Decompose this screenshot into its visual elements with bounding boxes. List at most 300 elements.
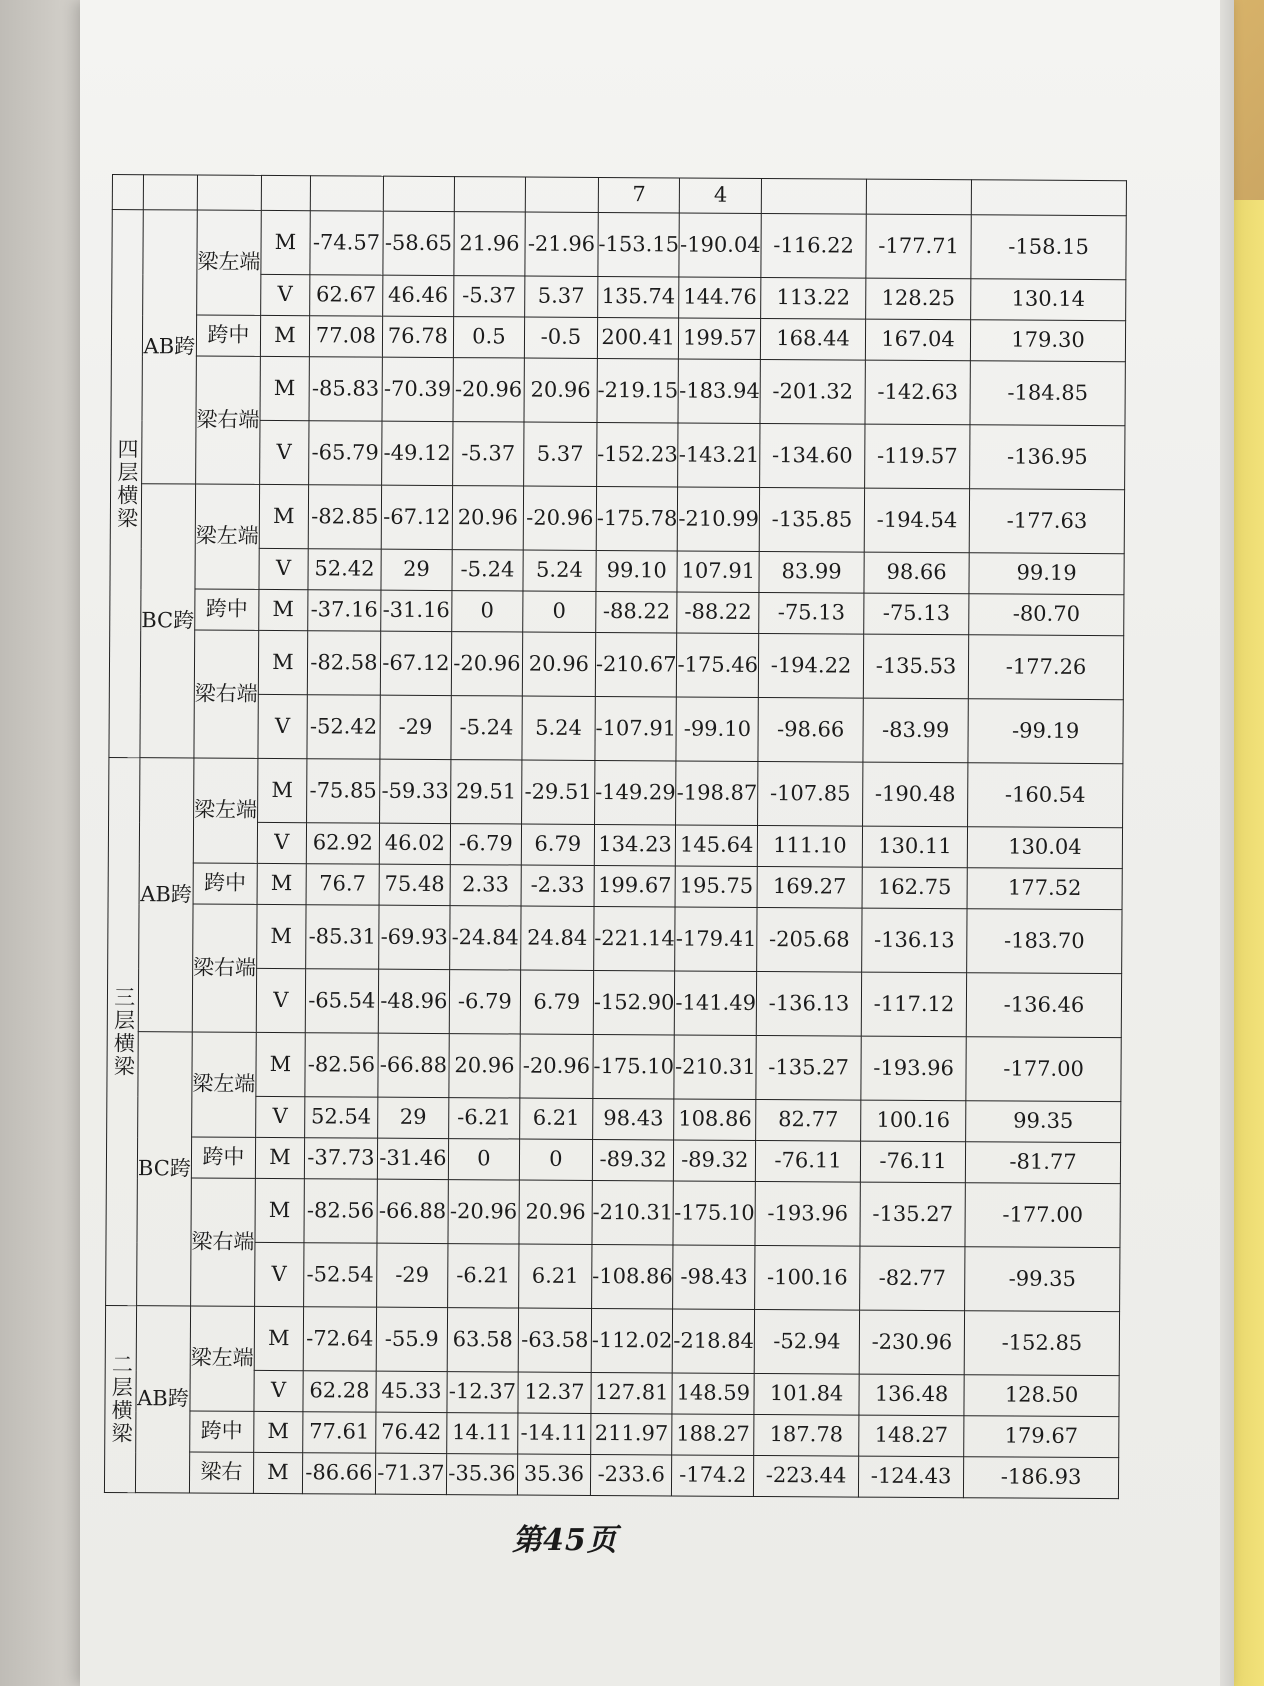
- value-cell: -29.51: [521, 760, 594, 824]
- value-cell: 98.66: [864, 552, 969, 594]
- value-cell: 6.21: [520, 1098, 593, 1139]
- value-cell: 63.58: [447, 1308, 518, 1372]
- value-cell: -135.27: [756, 1035, 861, 1100]
- table-row: [111, 315, 1125, 362]
- value-cell: 6.21: [518, 1244, 591, 1308]
- table-row: [105, 1410, 1119, 1457]
- value-cell: 77.08: [309, 316, 382, 357]
- table-row: [106, 1136, 1120, 1183]
- header-cell: [761, 178, 866, 214]
- storey-label: 二层横梁: [104, 1305, 136, 1492]
- value-cell: 145.64: [676, 825, 758, 866]
- position-label: 跨中: [191, 1137, 255, 1178]
- value-cell: -112.02: [591, 1308, 673, 1372]
- value-cell: -193.96: [861, 1036, 966, 1101]
- value-cell: 128.50: [964, 1375, 1119, 1417]
- header-cell: [143, 175, 197, 210]
- value-cell: -88.22: [677, 592, 759, 633]
- position-label: 梁右端: [194, 630, 259, 758]
- position-label: 跨中: [196, 315, 260, 356]
- value-cell: -59.33: [379, 759, 450, 823]
- value-cell: -117.12: [861, 972, 966, 1037]
- value-cell: -20.96: [451, 632, 522, 696]
- value-cell: -177.63: [969, 489, 1124, 554]
- value-cell: 62.67: [310, 275, 383, 316]
- value-cell: -85.31: [306, 905, 379, 969]
- value-cell: 0.5: [453, 317, 524, 358]
- force-type: M: [255, 1178, 304, 1242]
- value-cell: -177.00: [965, 1183, 1120, 1248]
- value-cell: -108.86: [591, 1244, 673, 1308]
- position-label: 梁左端: [197, 210, 262, 315]
- header-cell: 7: [598, 177, 680, 212]
- value-cell: 29.51: [450, 760, 521, 824]
- table-row: [107, 1095, 1121, 1142]
- value-cell: -63.58: [518, 1308, 591, 1372]
- force-type: M: [256, 1032, 305, 1096]
- value-cell: 77.61: [303, 1412, 376, 1453]
- value-cell: 162.75: [862, 867, 967, 909]
- value-cell: 20.96: [449, 1034, 520, 1098]
- value-cell: 128.25: [866, 278, 971, 320]
- force-type: V: [256, 1096, 305, 1137]
- position-label: 梁右端: [195, 356, 260, 484]
- value-cell: -201.32: [760, 359, 865, 424]
- value-cell: -49.12: [381, 421, 452, 485]
- span-label: AB跨: [142, 210, 198, 484]
- value-cell: -89.32: [674, 1140, 756, 1181]
- table-row: [105, 1369, 1119, 1416]
- value-cell: 99.19: [969, 553, 1124, 595]
- value-cell: 195.75: [676, 866, 758, 907]
- value-cell: 75.48: [379, 864, 450, 905]
- value-cell: -74.57: [310, 211, 383, 275]
- value-cell: -99.10: [676, 697, 758, 761]
- value-cell: -135.53: [863, 634, 968, 699]
- value-cell: 20.96: [524, 358, 597, 422]
- value-cell: -5.37: [452, 422, 523, 486]
- value-cell: -175.10: [593, 1034, 675, 1098]
- value-cell: -134.60: [760, 423, 865, 488]
- value-cell: -86.66: [302, 1453, 375, 1494]
- force-type: M: [259, 589, 308, 630]
- value-cell: 83.99: [759, 551, 864, 593]
- position-label: 跨中: [195, 589, 259, 630]
- table-row: [106, 1241, 1120, 1311]
- value-cell: -29: [380, 695, 451, 759]
- value-cell: -58.65: [383, 211, 454, 275]
- value-cell: -135.27: [860, 1182, 965, 1247]
- table-row: [108, 862, 1122, 909]
- force-type: M: [260, 315, 309, 356]
- value-cell: -88.22: [596, 591, 678, 632]
- force-type: M: [255, 1137, 304, 1178]
- value-cell: -210.31: [592, 1180, 674, 1244]
- table-row: [110, 547, 1124, 594]
- value-cell: -82.56: [304, 1179, 377, 1243]
- value-cell: -136.13: [756, 971, 861, 1036]
- value-cell: -135.85: [759, 487, 864, 552]
- table-row: [109, 757, 1123, 827]
- force-type: M: [260, 356, 309, 420]
- value-cell: 148.27: [859, 1415, 964, 1457]
- value-cell: -82.77: [860, 1246, 965, 1311]
- value-cell: -0.5: [524, 317, 597, 358]
- value-cell: -141.49: [675, 971, 757, 1035]
- value-cell: 5.37: [523, 422, 596, 486]
- value-cell: -136.13: [862, 908, 967, 973]
- value-cell: -107.91: [595, 696, 677, 760]
- value-cell: -80.70: [969, 594, 1124, 636]
- value-cell: -76.11: [755, 1140, 860, 1182]
- value-cell: -66.88: [378, 1033, 449, 1097]
- span-label: AB跨: [138, 758, 194, 1032]
- value-cell: -107.85: [758, 761, 863, 826]
- value-cell: 169.27: [757, 866, 862, 908]
- value-cell: -20.96: [523, 486, 596, 550]
- value-cell: -152.23: [596, 422, 678, 486]
- value-cell: 134.23: [594, 824, 676, 865]
- value-cell: -6.79: [449, 970, 520, 1034]
- value-cell: -119.57: [865, 424, 970, 489]
- storey-label: 四层横梁: [109, 210, 143, 758]
- value-cell: -177.71: [866, 214, 971, 279]
- value-cell: -152.85: [964, 1311, 1119, 1376]
- value-cell: 62.92: [306, 823, 379, 864]
- position-label: 梁右: [189, 1452, 253, 1493]
- value-cell: -153.15: [598, 212, 680, 276]
- value-cell: 20.96: [522, 632, 595, 696]
- value-cell: -6.21: [449, 1098, 520, 1139]
- value-cell: 108.86: [674, 1099, 756, 1140]
- position-label: 跨中: [193, 863, 257, 904]
- value-cell: 52.54: [305, 1097, 378, 1138]
- value-cell: 76.7: [306, 864, 379, 905]
- value-cell: -160.54: [968, 763, 1123, 828]
- value-cell: -37.16: [308, 590, 381, 631]
- value-cell: -5.37: [454, 276, 525, 317]
- value-cell: -158.15: [971, 215, 1126, 280]
- value-cell: -89.32: [592, 1139, 674, 1180]
- value-cell: 52.42: [308, 549, 381, 590]
- value-cell: 130.11: [862, 826, 967, 868]
- force-type: V: [254, 1242, 303, 1306]
- value-cell: 2.33: [450, 865, 521, 906]
- value-cell: 199.57: [679, 318, 761, 359]
- header-cell: [261, 175, 310, 210]
- value-cell: 82.77: [756, 1099, 861, 1141]
- value-cell: 0: [519, 1139, 592, 1180]
- value-cell: -29: [376, 1243, 447, 1307]
- value-cell: 100.16: [861, 1100, 966, 1142]
- value-cell: -24.84: [450, 906, 521, 970]
- header-cell: [197, 175, 261, 210]
- value-cell: -218.84: [673, 1309, 755, 1373]
- value-cell: -183.70: [967, 909, 1122, 974]
- force-type: M: [257, 758, 306, 822]
- position-label: 跨中: [190, 1411, 254, 1452]
- value-cell: 179.67: [964, 1416, 1119, 1458]
- value-cell: -193.96: [755, 1181, 860, 1246]
- force-type: M: [254, 1411, 303, 1452]
- value-cell: 20.96: [452, 486, 523, 550]
- value-cell: -183.94: [678, 359, 760, 423]
- header-cell: [971, 180, 1126, 216]
- value-cell: -99.19: [968, 699, 1123, 764]
- value-cell: 188.27: [672, 1414, 754, 1455]
- force-type: V: [256, 968, 305, 1032]
- value-cell: 177.52: [967, 868, 1122, 910]
- force-type: V: [254, 1370, 303, 1411]
- value-cell: -75.85: [306, 759, 379, 823]
- value-cell: -98.66: [758, 697, 863, 762]
- value-cell: 144.76: [679, 277, 761, 318]
- value-cell: -37.73: [304, 1138, 377, 1179]
- value-cell: 101.84: [754, 1373, 859, 1415]
- value-cell: -142.63: [865, 360, 970, 425]
- value-cell: -177.26: [968, 635, 1123, 700]
- value-cell: -175.78: [596, 486, 678, 550]
- value-cell: 99.35: [966, 1101, 1121, 1143]
- value-cell: 20.96: [519, 1180, 592, 1244]
- value-cell: -52.54: [303, 1243, 376, 1307]
- value-cell: 45.33: [376, 1371, 447, 1412]
- value-cell: -179.41: [675, 907, 757, 971]
- value-cell: -65.54: [305, 969, 378, 1033]
- value-cell: 5.37: [525, 276, 598, 317]
- value-cell: -116.22: [761, 213, 866, 278]
- value-cell: -230.96: [859, 1310, 964, 1375]
- value-cell: 29: [378, 1097, 449, 1138]
- desk-background-left: [0, 0, 86, 1686]
- value-cell: -5.24: [452, 550, 523, 591]
- value-cell: 107.91: [677, 551, 759, 592]
- value-cell: -21.96: [525, 212, 598, 276]
- value-cell: -152.90: [593, 970, 675, 1034]
- value-cell: -14.11: [518, 1413, 591, 1454]
- header-cell: [112, 175, 143, 210]
- table-row: [109, 693, 1123, 763]
- value-cell: -174.2: [672, 1455, 754, 1496]
- force-type: M: [257, 904, 306, 968]
- value-cell: -6.79: [450, 824, 521, 865]
- value-cell: 6.79: [520, 970, 593, 1034]
- force-type: M: [258, 630, 307, 694]
- table-row: [110, 483, 1124, 553]
- beam-internal-force-table: [104, 174, 1127, 1499]
- page-edge: [1220, 0, 1234, 1686]
- value-cell: -85.83: [309, 357, 382, 421]
- table-row: [110, 588, 1124, 635]
- table-row: [107, 1031, 1121, 1101]
- value-cell: -175.10: [673, 1181, 755, 1245]
- value-cell: -223.44: [753, 1455, 858, 1497]
- table-row: [108, 903, 1122, 973]
- value-cell: -100.16: [755, 1245, 860, 1310]
- value-cell: -198.87: [676, 761, 758, 825]
- table-row: [109, 629, 1123, 699]
- value-cell: 113.22: [761, 277, 866, 319]
- value-cell: -98.43: [673, 1245, 755, 1309]
- value-cell: -83.99: [863, 698, 968, 763]
- value-cell: -82.56: [305, 1033, 378, 1097]
- value-cell: 127.81: [591, 1372, 673, 1413]
- value-cell: -52.42: [307, 695, 380, 759]
- value-cell: 62.28: [303, 1371, 376, 1412]
- table-row: [106, 1177, 1120, 1247]
- value-cell: -69.93: [379, 905, 450, 969]
- value-cell: -175.46: [677, 633, 759, 697]
- force-type: V: [257, 822, 306, 863]
- header-cell: [525, 177, 598, 212]
- value-cell: 6.79: [521, 824, 594, 865]
- value-cell: -205.68: [757, 907, 862, 972]
- value-cell: -219.15: [597, 358, 679, 422]
- force-type: M: [254, 1306, 303, 1370]
- value-cell: -149.29: [594, 760, 676, 824]
- position-label: 梁左端: [190, 1306, 255, 1411]
- table-row: [112, 274, 1126, 321]
- table-row: [112, 210, 1126, 280]
- span-label: AB跨: [135, 1306, 190, 1493]
- value-cell: -210.31: [674, 1035, 756, 1099]
- force-type: M: [253, 1452, 302, 1493]
- value-cell: -221.14: [594, 906, 676, 970]
- value-cell: 21.96: [454, 212, 525, 276]
- value-cell: -20.96: [520, 1034, 593, 1098]
- value-cell: -55.9: [376, 1307, 447, 1371]
- value-cell: 29: [381, 549, 452, 590]
- value-cell: 0: [452, 591, 523, 632]
- value-cell: 200.41: [597, 317, 679, 358]
- value-cell: -136.95: [970, 425, 1125, 490]
- value-cell: -65.79: [308, 421, 381, 485]
- value-cell: 98.43: [593, 1098, 675, 1139]
- value-cell: 14.11: [447, 1413, 518, 1454]
- value-cell: -6.21: [447, 1244, 518, 1308]
- value-cell: 167.04: [865, 319, 970, 361]
- value-cell: -31.16: [381, 590, 452, 631]
- value-cell: 99.10: [596, 550, 678, 591]
- value-cell: 211.97: [591, 1413, 673, 1454]
- position-label: 梁右端: [190, 1178, 255, 1306]
- value-cell: -177.00: [966, 1037, 1121, 1102]
- value-cell: -99.35: [965, 1247, 1120, 1312]
- force-type: M: [257, 863, 306, 904]
- value-cell: 24.84: [521, 906, 594, 970]
- value-cell: -82.58: [307, 631, 380, 695]
- value-cell: -210.99: [678, 487, 760, 551]
- value-cell: -190.48: [863, 762, 968, 827]
- header-cell: [310, 176, 383, 211]
- value-cell: 5.24: [523, 550, 596, 591]
- force-type: M: [261, 210, 310, 274]
- value-cell: 130.04: [967, 827, 1122, 869]
- force-type: V: [258, 694, 307, 758]
- value-cell: -75.13: [759, 592, 864, 634]
- table-row: [111, 419, 1125, 489]
- value-cell: 12.37: [518, 1372, 591, 1413]
- value-cell: -48.96: [378, 969, 449, 1033]
- value-cell: -20.96: [448, 1180, 519, 1244]
- table-row: [111, 355, 1125, 425]
- value-cell: 46.02: [379, 823, 450, 864]
- value-cell: -186.93: [963, 1457, 1118, 1499]
- value-cell: 168.44: [760, 318, 865, 360]
- value-cell: -76.11: [860, 1141, 965, 1183]
- header-cell: [383, 176, 454, 211]
- force-type: V: [259, 420, 308, 484]
- value-cell: 111.10: [757, 825, 862, 867]
- position-label: 梁左端: [193, 758, 258, 863]
- value-cell: 0: [448, 1139, 519, 1180]
- value-cell: 135.74: [598, 276, 680, 317]
- table-row: [105, 1305, 1119, 1375]
- value-cell: -35.36: [446, 1454, 517, 1495]
- table-container: [104, 174, 1127, 1499]
- storey-label: 三层横梁: [106, 757, 140, 1305]
- value-cell: -82.85: [308, 485, 381, 549]
- value-cell: -70.39: [382, 357, 453, 421]
- value-cell: 76.78: [382, 316, 453, 357]
- value-cell: 148.59: [672, 1373, 754, 1414]
- header-cell: 4: [680, 178, 762, 213]
- page-number: 第45页: [512, 1523, 618, 1558]
- value-cell: -136.46: [966, 973, 1121, 1038]
- header-cell: [454, 177, 525, 212]
- value-cell: -143.21: [678, 423, 760, 487]
- value-cell: -194.54: [864, 488, 969, 553]
- value-cell: -5.24: [451, 696, 522, 760]
- value-cell: -72.64: [303, 1307, 376, 1371]
- table-row: [107, 967, 1121, 1037]
- value-cell: 136.48: [859, 1374, 964, 1416]
- value-cell: 199.67: [594, 865, 676, 906]
- force-type: V: [261, 274, 310, 315]
- value-cell: 76.42: [376, 1412, 447, 1453]
- value-cell: -184.85: [970, 361, 1125, 426]
- value-cell: -20.96: [453, 358, 524, 422]
- value-cell: -66.88: [377, 1179, 448, 1243]
- value-cell: 130.14: [971, 279, 1126, 321]
- table-row: [108, 821, 1122, 868]
- value-cell: -75.13: [864, 593, 969, 635]
- span-label: BC跨: [140, 484, 196, 758]
- force-type: V: [259, 548, 308, 589]
- position-label: 梁右端: [192, 904, 257, 1032]
- value-cell: 0: [523, 591, 596, 632]
- value-cell: -190.04: [679, 213, 761, 277]
- value-cell: -194.22: [758, 633, 863, 698]
- value-cell: 187.78: [754, 1414, 859, 1456]
- value-cell: 35.36: [517, 1454, 590, 1495]
- value-cell: 179.30: [970, 320, 1125, 362]
- value-cell: 5.24: [522, 696, 595, 760]
- value-cell: -12.37: [447, 1372, 518, 1413]
- value-cell: 46.46: [383, 275, 454, 316]
- value-cell: -81.77: [965, 1142, 1120, 1184]
- value-cell: -124.43: [858, 1456, 963, 1498]
- value-cell: -52.94: [754, 1309, 859, 1374]
- value-cell: -233.6: [590, 1454, 672, 1495]
- span-label: BC跨: [137, 1032, 193, 1306]
- value-cell: -67.12: [381, 485, 452, 549]
- value-cell: -2.33: [521, 865, 594, 906]
- value-cell: -210.67: [595, 632, 677, 696]
- header-cell: [866, 179, 971, 215]
- value-cell: -67.12: [380, 631, 451, 695]
- value-cell: -71.37: [375, 1453, 446, 1494]
